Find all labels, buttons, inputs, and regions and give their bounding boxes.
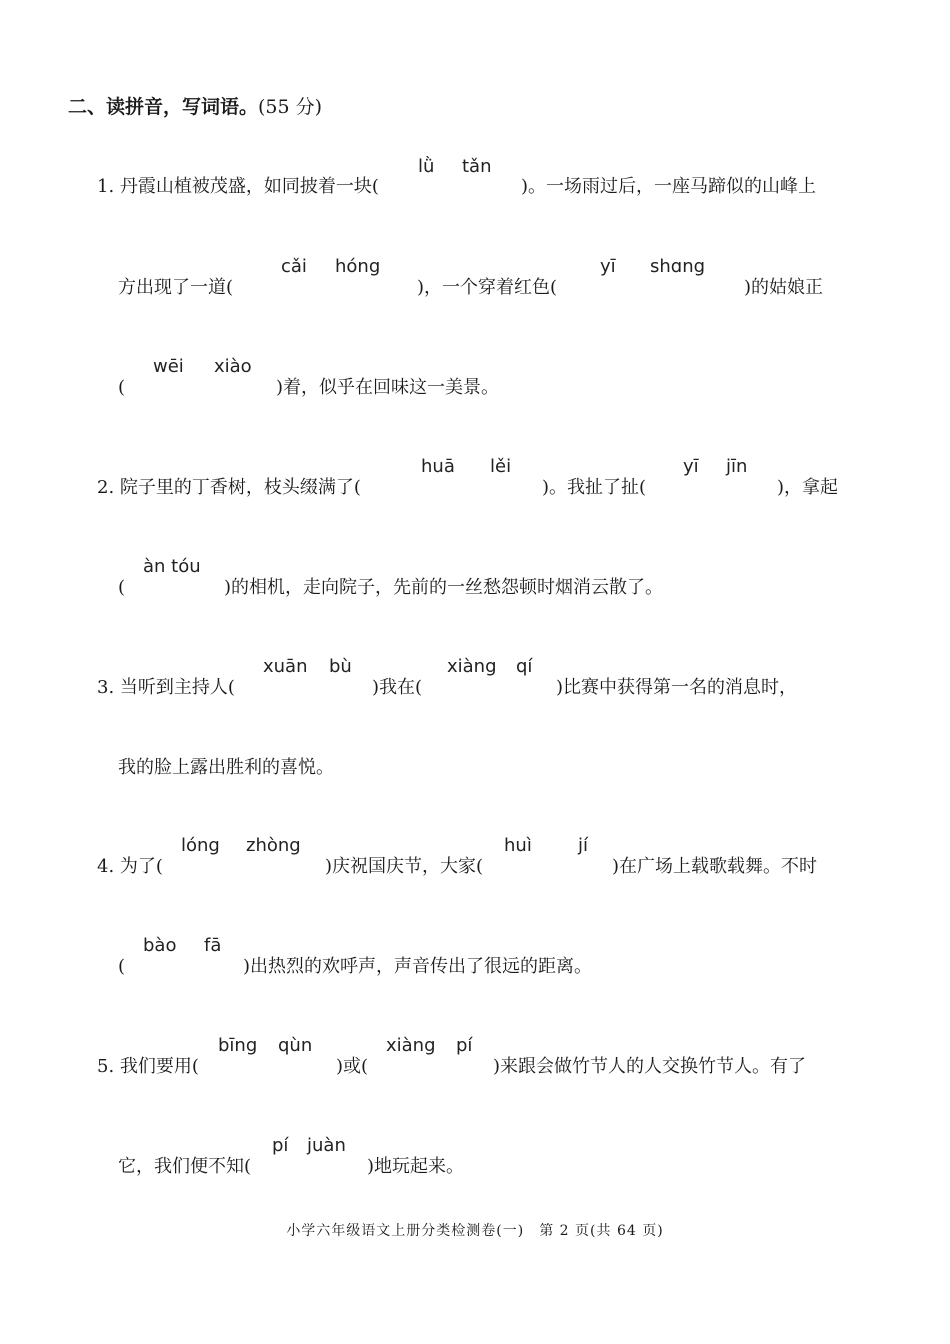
pinyin: zhòng [246,835,301,856]
pinyin: yī [600,256,616,277]
pinyin: qí [516,656,533,677]
question-5-line-1-b: )或( [336,1056,369,1077]
question-4-line-1-c: )在广场上载歌载舞。不时 [612,856,818,877]
question-1-line-2-c: )的姑娘正 [744,277,824,298]
section-title [68,92,322,119]
question-5-line-1-a: 5. 我们要用( [97,1056,199,1077]
question-3-line-2: 我的脸上露出胜利的喜悦。 [118,757,334,778]
pinyin: cǎi [281,256,307,277]
question-1-line-1-b: )。一场雨过后，一座马蹄似的山峰上 [521,176,817,197]
pinyin: lóng [181,835,220,856]
question-5-line-2-b: )地玩起来。 [367,1156,465,1177]
question-2-line-2-b: )的相机，走向院子，先前的一丝愁怨顿时烟消云散了。 [224,577,664,598]
question-2-line-1-b: )。我扯了扯( [542,477,647,498]
pinyin: huā [421,456,455,477]
pinyin: juàn [307,1135,346,1156]
pinyin: bào [143,935,177,956]
page-footer: 小学六年级语文上册分类检测卷(一) 第 2 页(共 64 页) [286,1223,664,1239]
question-2-line-1-c: )，拿起 [777,477,839,498]
pinyin: bù [329,656,352,677]
pinyin: qùn [278,1035,313,1056]
pinyin: bīng [218,1035,258,1056]
question-1-line-2-b: )，一个穿着红色( [417,277,558,298]
pinyin: wēi [153,356,184,377]
question-1-line-3-a: ( [118,377,126,398]
pinyin: xuān [263,656,308,677]
pinyin: fā [204,935,222,956]
question-4-line-1-a: 4. 为了( [97,856,163,877]
pinyin: xiào [214,356,252,377]
pinyin: xiàng [386,1035,436,1056]
question-1-line-2-a: 方出现了一道( [118,277,234,298]
pinyin: jí [578,835,589,856]
question-3-line-1-a: 3. 当听到主持人( [97,677,235,698]
pinyin: lěi [490,456,512,477]
pinyin: xiàng [447,656,497,677]
pinyin: shɑng [650,256,706,277]
question-4-line-1-b: )庆祝国庆节，大家( [325,856,484,877]
question-3-line-1-c: )比赛中获得第一名的消息时， [556,677,798,698]
question-2-line-1-a: 2. 院子里的丁香树，枝头缀满了( [97,477,361,498]
pinyin: tǎn [462,156,492,177]
pinyin: hóng [335,256,381,277]
question-1-line-3-b: )着，似乎在回味这一美景。 [276,377,500,398]
question-5-line-1-c: )来跟会做竹节人的人交换竹节人。有了 [493,1056,807,1077]
pinyin: pí [272,1135,289,1156]
pinyin: àn tóu [143,556,201,577]
question-2-line-2-a: ( [118,577,126,598]
pinyin: pí [456,1035,473,1056]
pinyin: huì [504,835,532,856]
question-1-line-1-a: 1. 丹霞山植被茂盛，如同披着一块( [97,176,379,197]
pinyin: yī [683,456,699,477]
question-4-line-2-b: )出热烈的欢呼声，声音传出了很远的距离。 [243,956,593,977]
pinyin: jīn [726,456,748,477]
question-3-line-1-b: )我在( [372,677,423,698]
question-5-line-2-a: 它，我们便不知( [118,1156,252,1177]
pinyin: lǜ [418,156,435,177]
section-score: (55 分) [258,96,323,118]
section-title-text: 二、读拼音，写词语。 [68,96,259,118]
question-4-line-2-a: ( [118,956,126,977]
